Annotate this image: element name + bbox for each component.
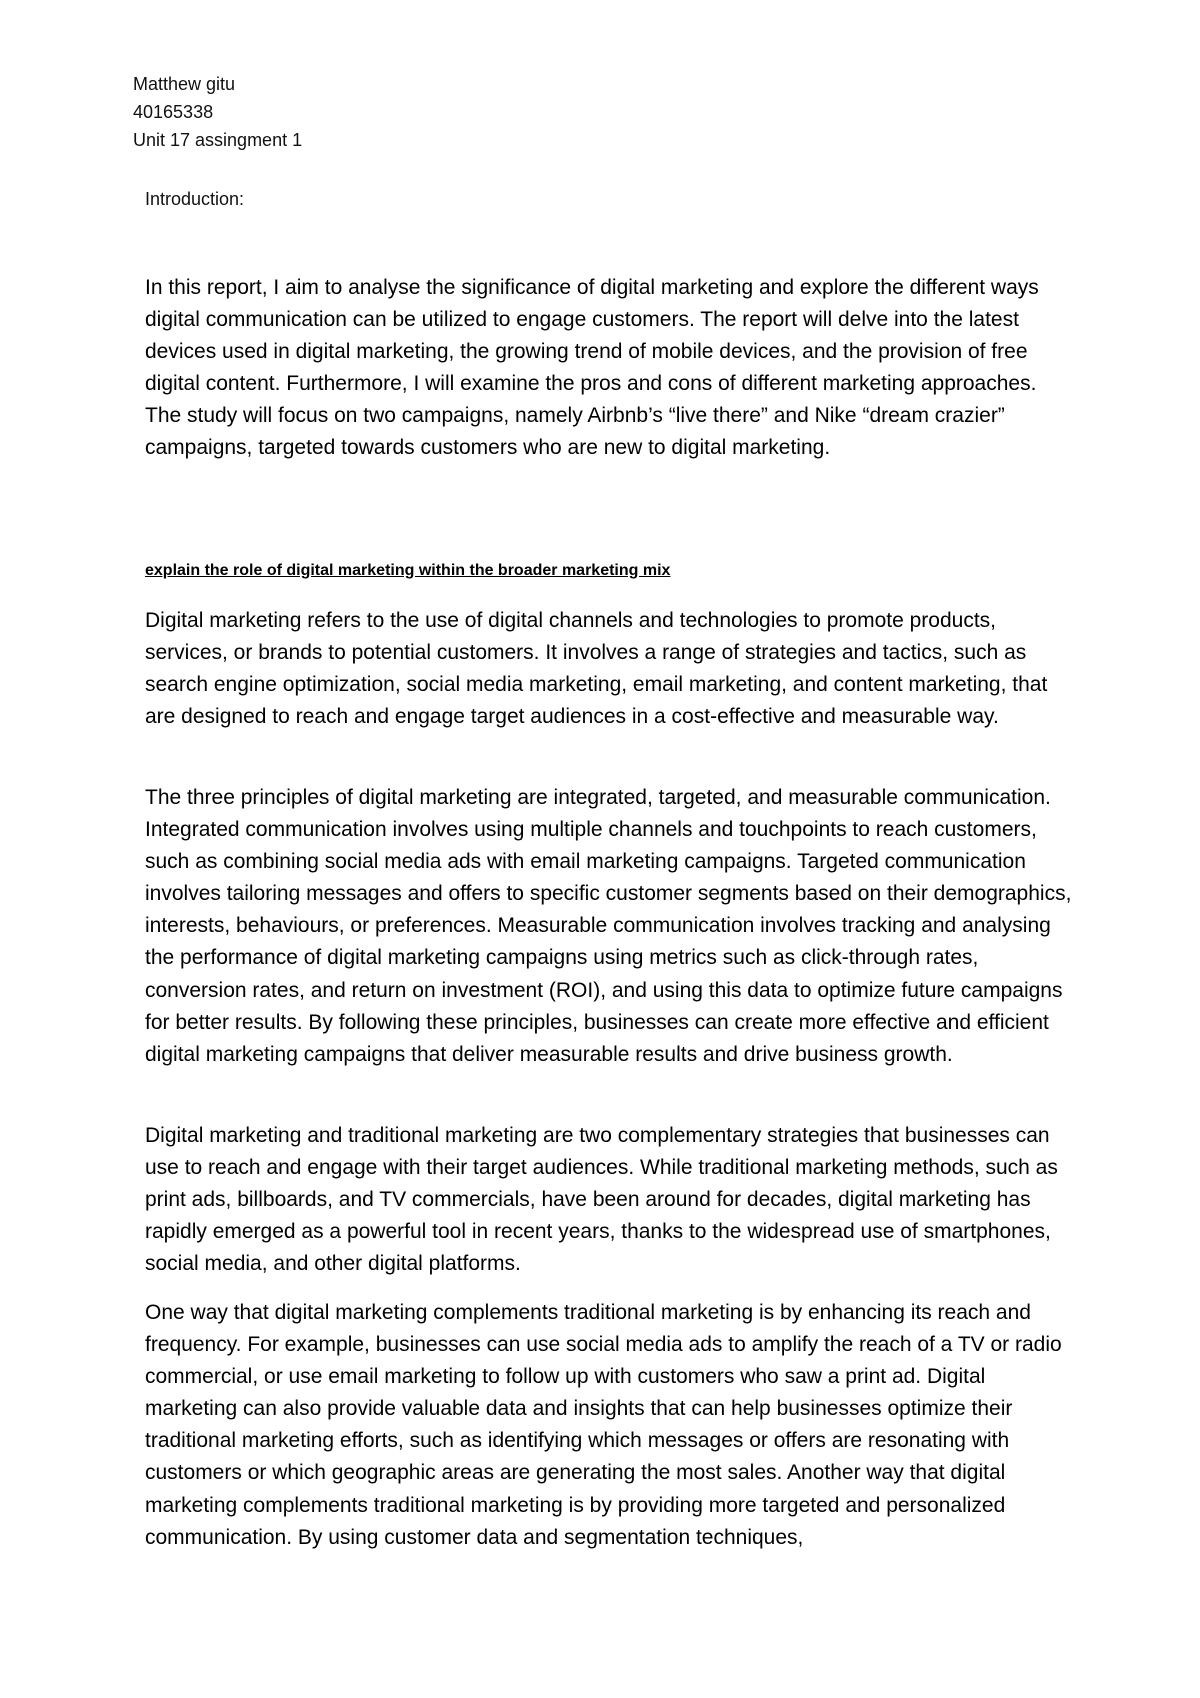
student-id: 40165338 <box>133 102 214 122</box>
intro-paragraph: In this report, I aim to analyse the significance of digital marketing and explore the different ways digital communication can be utilized to engage customers. The report will delve into the latest devices used in digital marketing, the growing trend of mobile devices, and the provision of free digital content. Furthermore, I will examine the pros and cons of different marketing approaches. The study will focus on two campaigns, namely Airbnb’s “live there” and Nike “dream crazier” campaigns, targeted towards customers who are new to digital marketing. <box>145 276 1039 460</box>
section-heading: explain the role of digital marketing within the broader marketing mix <box>145 562 671 579</box>
intro-label: Introduction: <box>145 189 245 209</box>
paragraph-principles: The three principles of digital marketing are integrated, targeted, and measurable communication. Integrated communication involves using multiple channels and touchpoints to reach customers, such as combining social media ads with email marketing campaigns. Targeted communication involves tailoring messages and offers to specific customer segments based on their demographics, interests, behaviours, or preferences. Measurable communication involves tracking and analysing the performance of digital marketing campaigns using metrics such as click-through rates, conversion rates, and return on investment (ROI), and using this data to optimize future campaigns for better results. By following these principles, businesses can create more effective and efficient digital marketing campaigns that deliver measurable results and drive business growth. <box>145 786 1072 1066</box>
paragraph-definition: Digital marketing refers to the use of digital channels and technologies to promote products, services, or brands to potential customers. It involves a range of strategies and tactics, such as search engine optimization, social media marketing, email marketing, and content marketing, that are designed to reach and engage target audiences in a cost-effective and measurable way. <box>145 609 1048 729</box>
author-name: Matthew gitu <box>133 74 236 94</box>
unit-title: Unit 17 assingment 1 <box>133 130 303 150</box>
paragraph-complementary: Digital marketing and traditional marketing are two complementary strategies that businesses can use to reach and engage with their target audiences. While traditional marketing methods, such as print ads, billboards, and TV commercials, have been around for decades, digital marketing has rapidly emerged as a powerful tool in recent years, thanks to the widespread use of smartphones, social media, and other digital platforms. <box>145 1124 1058 1276</box>
paragraph-reach: One way that digital marketing complements traditional marketing is by enhancing its reach and frequency. For example, businesses can use social media ads to amplify the reach of a TV or radio commercial, or use email marketing to follow up with customers who saw a print ad. Digital marketing can also provide valuable data and insights that can help businesses optimize their traditional marketing efforts, such as identifying which messages or offers are resonating with customers or which geographic areas are generating the most sales. Another way that digital marketing complements traditional marketing is by providing more targeted and personalized communication. By using customer data and segmentation techniques, <box>145 1301 1062 1549</box>
